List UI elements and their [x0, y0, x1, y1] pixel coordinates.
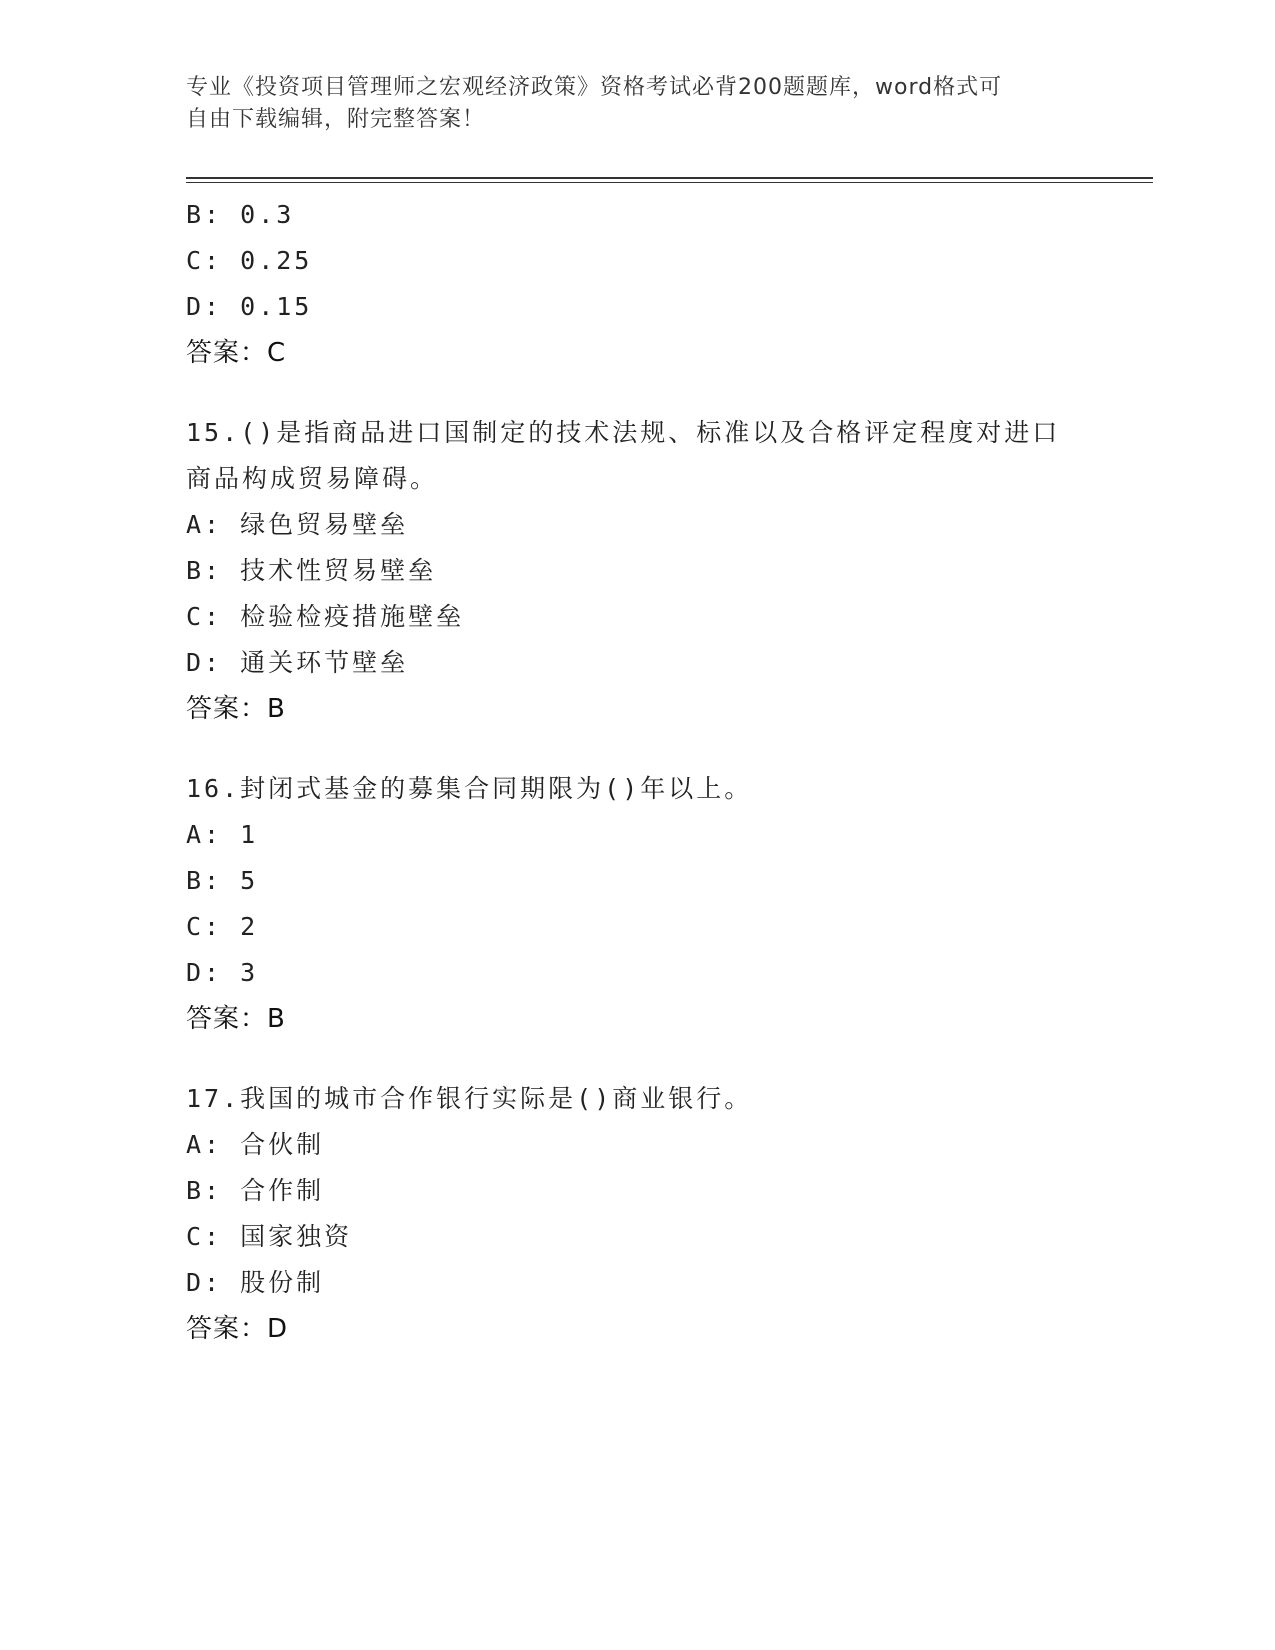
header-line-2: 自由下载编辑，附完整答案！	[186, 107, 486, 132]
question-text: 16.封闭式基金的募集合同期限为()年以上。	[186, 774, 753, 803]
header-line-1: 专业《投资项目管理师之宏观经济政策》资格考试必背200题题库，word格式可	[186, 75, 1003, 100]
question-17	[186, 1076, 1106, 1352]
option-d: D: 通关环节壁垒	[186, 648, 409, 677]
option-b: B: 5	[186, 866, 259, 895]
question-text-line-1: 15.()是指商品进口国制定的技术法规、标准以及合格评定程度对进口	[186, 418, 1061, 447]
answer: 答案：B	[186, 1004, 286, 1034]
option-b: B: 0.3	[186, 200, 295, 229]
option-c: C: 2	[186, 912, 259, 941]
answer: 答案：D	[186, 1314, 289, 1344]
option-d: D: 3	[186, 958, 259, 987]
question-15	[186, 410, 1106, 732]
option-a: A: 合伙制	[186, 1130, 325, 1159]
question-text: 17.我国的城市合作银行实际是()商业银行。	[186, 1084, 753, 1113]
option-b: B: 合作制	[186, 1176, 325, 1205]
option-c: C: 0.25	[186, 246, 313, 275]
header-divider-thick	[186, 177, 1153, 179]
header-divider-thin	[186, 182, 1153, 183]
option-d: D: 0.15	[186, 292, 313, 321]
option-d: D: 股份制	[186, 1268, 325, 1297]
previous-question-block	[186, 192, 1106, 376]
option-b: B: 技术性贸易壁垒	[186, 556, 437, 585]
answer: 答案：B	[186, 694, 286, 724]
question-16	[186, 766, 1106, 1042]
option-a: A: 1	[186, 820, 259, 849]
question-list	[186, 192, 1106, 1352]
question-text-line-2: 商品构成贸易障碍。	[186, 464, 439, 493]
answer: 答案：C	[186, 338, 287, 368]
option-a: A: 绿色贸易壁垒	[186, 510, 409, 539]
document-header	[186, 72, 1086, 136]
option-c: C: 检验检疫措施壁垒	[186, 602, 465, 631]
option-c: C: 国家独资	[186, 1222, 353, 1251]
